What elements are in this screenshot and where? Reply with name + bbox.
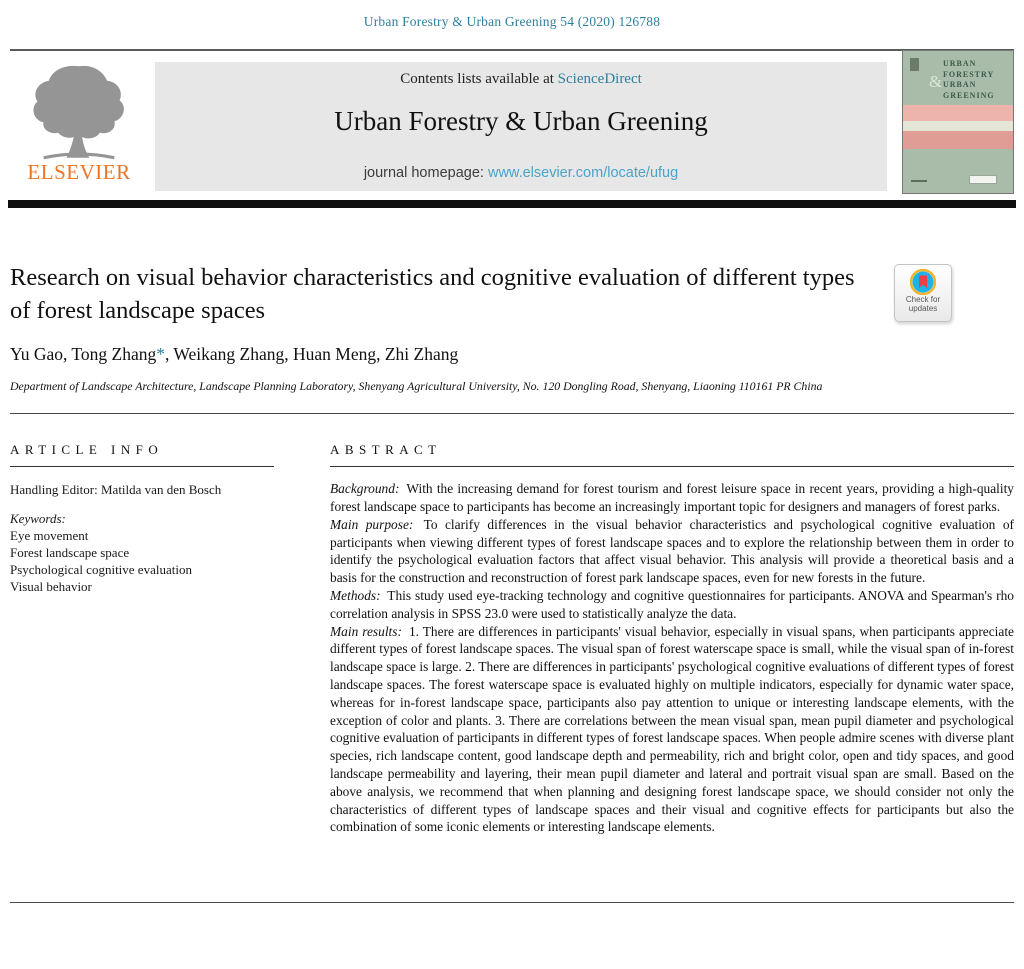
homepage-label: journal homepage:: [363, 165, 488, 181]
article-title: Research on visual behavior characteristics and cognitive evaluation of different types of forest landscape spaces: [10, 264, 855, 324]
abstract-paragraph-main-results: [330, 623, 1014, 837]
abstract-section: [330, 414, 1014, 836]
top-rule: [10, 49, 1014, 51]
two-column-layout: [10, 414, 1014, 884]
elsevier-wordmark: ELSEVIER: [27, 160, 131, 184]
cover-image-band: [903, 131, 1013, 149]
article-info-section: [10, 414, 274, 595]
abstract-label: Background:: [330, 481, 400, 497]
keyword-item: Eye movement: [10, 528, 89, 544]
cover-footer-logo: [969, 175, 997, 184]
check-for-updates-badge[interactable]: [894, 264, 952, 322]
journal-article-page: [0, 14, 1024, 903]
cover-title-line: GREENING: [943, 90, 995, 100]
cover-publisher-mark-icon: [910, 58, 919, 71]
check-badge-label-1: Check for: [905, 295, 941, 304]
authors-text: , Weikang Zhang, Huan Meng, Zhi Zhang: [164, 344, 459, 365]
contents-line: [155, 62, 887, 88]
journal-cover-thumbnail: [902, 50, 1014, 194]
keyword-item: Forest landscape space: [10, 545, 130, 561]
journal-title: Urban Forestry & Urban Greening: [334, 106, 708, 136]
divider-bar: [8, 200, 1016, 208]
cover-image-band: [903, 105, 1013, 121]
homepage-line: [155, 165, 887, 181]
authors-text: Yu Gao, Tong Zhang: [10, 344, 157, 365]
abstract-heading: ABSTRACT: [330, 442, 442, 458]
abstract-text: This study used eye-tracking technology and cognitive questionnaires for participants. ANOVA and Spearman's rho correlation analysis in SPSS 23.0 were used to statistically analyze the data.: [330, 587, 1014, 621]
article-info-rule: [10, 466, 274, 467]
abstract-paragraph-background: [330, 480, 1014, 516]
abstract-label: Methods:: [330, 587, 381, 603]
cover-title: [943, 59, 995, 101]
cover-ampersand: &: [929, 72, 943, 91]
abstract-label: Main purpose:: [330, 516, 414, 532]
journal-citation: Urban Forestry & Urban Greening 54 (2020) 126788: [363, 14, 661, 29]
crossmark-icon: [895, 269, 951, 295]
authors-line: [10, 344, 1014, 365]
abstract-body: [330, 480, 1014, 836]
abstract-text: 1. There are differences in participants' visual behavior, especially in visual spans, when participants appreciate different types of forest landscape spaces. The visual span of forest waterscape space is small, while the visual span of in-forest landscape space is large. 2. There are differences in participants' psychological cognitive evaluations of different types of forest landscape spaces. The forest waterscape space is evaluated highly on multiple indicators, especially for dynamic water space, whereas for in-forest landscape space, participants also pay attention to unique or interesting landscape elements, with the exception of color and plants. 3. There are correlations between the mean visual span, mean pupil diameter and psychological cognitive evaluation of participants in different types of forest landscape spaces. When people admire scenes with diverse plant species, rich landscape content, good landscape depth and permeability, rich and bright color, open and tidy spaces, and good landscape permeability and layering, their mean pupil diameter and lateral and portrait visual span are small. Based on the above analysis, we recommend that when planning and designing forest landscape space, we should consider not only the characteristics of different types of landscape spaces and their visual and cognitive effects for participants but also the combination of some iconic elements or interesting landscape elements.: [330, 623, 1014, 835]
abstract-paragraph-methods: [330, 587, 1014, 623]
article-info-heading: ARTICLE INFO: [10, 442, 164, 458]
journal-banner: [155, 62, 887, 191]
footer-rule: [10, 902, 1014, 903]
title-row: [10, 262, 1014, 327]
abstract-rule: [330, 466, 1014, 467]
corresponding-author-marker[interactable]: *: [156, 344, 165, 365]
keyword-item: Psychological cognitive evaluation: [10, 562, 192, 578]
affiliation: Department of Landscape Architecture, Landscape Planning Laboratory, Shenyang Agricultural University, No. 120 Dongling Road, Shenyang, Liaoning 110161 PR China: [10, 379, 823, 394]
abstract-label: Main results:: [330, 623, 402, 639]
sciencedirect-link[interactable]: ScienceDirect: [557, 71, 642, 87]
check-badge-label-2: updates: [908, 304, 938, 313]
keyword-item: Visual behavior: [10, 579, 92, 595]
abstract-text: To clarify differences in the visual behavior characteristics and psychological cognitive evaluation of participants when viewing different types of forest landscape spaces and to explore the relationship between them in order to identify the psychological evaluation factors that affect visual behavior. This analysis will provide a theoretical basis and a basis for the construction and reconstruction of forest park landscape spaces, even for new forests in the future.: [330, 516, 1014, 586]
abstract-text: With the increasing demand for forest tourism and forest leisure space in recent years, providing a high-quality forest landscape space to participants has become an increasingly important topic for designers and managers of forest parks.: [330, 481, 1015, 514]
contents-line-text: Contents lists available at: [400, 71, 558, 87]
cover-image-band: [903, 121, 1013, 131]
elsevier-logo: [10, 62, 148, 185]
cover-footer-dash: [911, 180, 927, 182]
journal-masthead: [10, 59, 1014, 192]
journal-homepage-link[interactable]: www.elsevier.com/locate/ufug: [487, 165, 679, 181]
handling-editor: Handling Editor: Matilda van den Bosch: [10, 482, 222, 498]
cover-title-line: URBAN: [943, 59, 977, 68]
cover-title-line: URBAN: [943, 80, 977, 89]
abstract-paragraph-main-purpose: [330, 516, 1014, 587]
keywords-label: Keywords:: [10, 511, 66, 527]
cover-title-line: FORESTRY: [943, 69, 995, 79]
elsevier-tree-icon: [10, 62, 148, 162]
